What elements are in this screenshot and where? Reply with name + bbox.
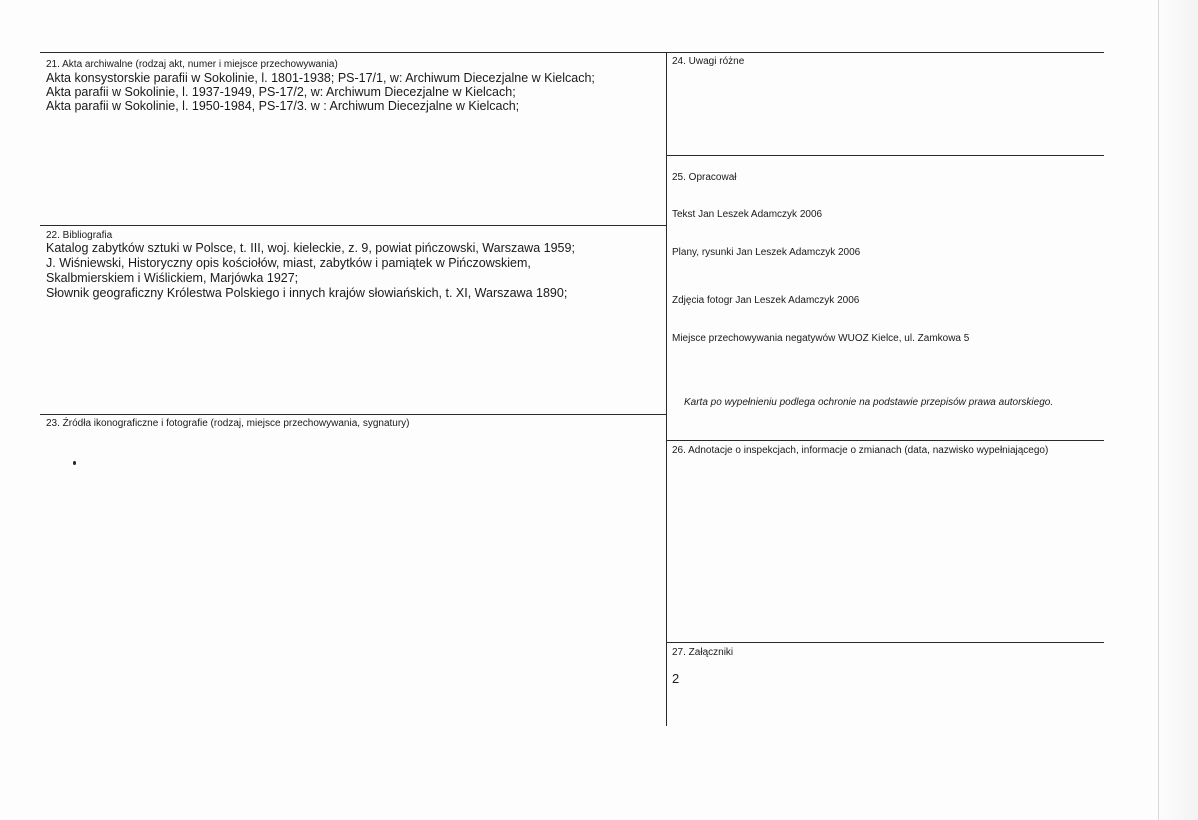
ink-speck xyxy=(73,461,76,465)
section-27-heading: 27. Załączniki xyxy=(672,647,734,658)
top-rule xyxy=(40,52,1104,53)
rule-25-26 xyxy=(666,440,1104,441)
rule-22-23 xyxy=(40,414,666,415)
rule-21-22 xyxy=(40,225,666,226)
section-22-line: J. Wiśniewski, Historyczny opis kościołów, miast, zabytków i pamiątek w Pińczowskiem, xyxy=(46,256,531,270)
section-21-line: Akta parafii w Sokolinie, l. 1937-1949, PS-17/2, w: Archiwum Diecezjalne w Kielcach; xyxy=(46,85,516,99)
section-24-heading: 24. Uwagi różne xyxy=(672,56,745,67)
page-edge-line xyxy=(1158,0,1159,820)
rule-24-25 xyxy=(666,155,1104,156)
section-22-line: Katalog zabytków sztuki w Polsce, t. III, woj. kieleckie, z. 9, powiat pińczowski, Warszawa 1959; xyxy=(46,241,575,255)
section-22-line: Słownik geograficzny Królestwa Polskiego i innych krajów słowiańskich, t. XI, Warszawa 1890; xyxy=(46,286,568,300)
section-22-heading: 22. Bibliografia xyxy=(46,230,113,241)
copyright-note: Karta po wypełnieniu podlega ochronie na podstawie przepisów prawa autorskiego. xyxy=(684,397,1054,408)
prepared-photos-line: Zdjęcia fotogr Jan Leszek Adamczyk 2006 xyxy=(672,295,860,306)
section-21-line: Akta parafii w Sokolinie, l. 1950-1984, PS-17/3. w : Archiwum Diecezjalne w Kielcach; xyxy=(46,99,520,113)
section-22-line: Skalbmierskiem i Wiślickiem, Marjówka 1927; xyxy=(46,271,299,285)
section-25-heading: 25. Opracował xyxy=(672,172,737,183)
section-26-heading: 26. Adnotacje o inspekcjach, informacje o zmianach (data, nazwisko wypełniającego) xyxy=(672,445,1049,456)
section-23-heading: 23. Źródła ikonograficzne i fotografie (rodzaj, miejsce przechowywania, sygnatury) xyxy=(46,418,410,429)
prepared-text-line: Tekst Jan Leszek Adamczyk 2006 xyxy=(672,209,823,220)
center-divider xyxy=(666,52,667,726)
prepared-plans-line: Plany, rysunki Jan Leszek Adamczyk 2006 xyxy=(672,247,861,258)
section-21-heading: 21. Akta archiwalne (rodzaj akt, numer i miejsce przechowywania) xyxy=(46,59,338,70)
rule-26-27 xyxy=(666,642,1104,643)
attachments-count: 2 xyxy=(672,671,680,686)
negatives-storage-line: Miejsce przechowywania negatywów WUOZ Kielce, ul. Zamkowa 5 xyxy=(672,333,970,344)
page-edge-shadow xyxy=(1156,0,1198,820)
section-21-line: Akta konsystorskie parafii w Sokolinie, l. 1801-1938; PS-17/1, w: Archiwum Diecezjalne w Kielcach; xyxy=(46,71,595,85)
